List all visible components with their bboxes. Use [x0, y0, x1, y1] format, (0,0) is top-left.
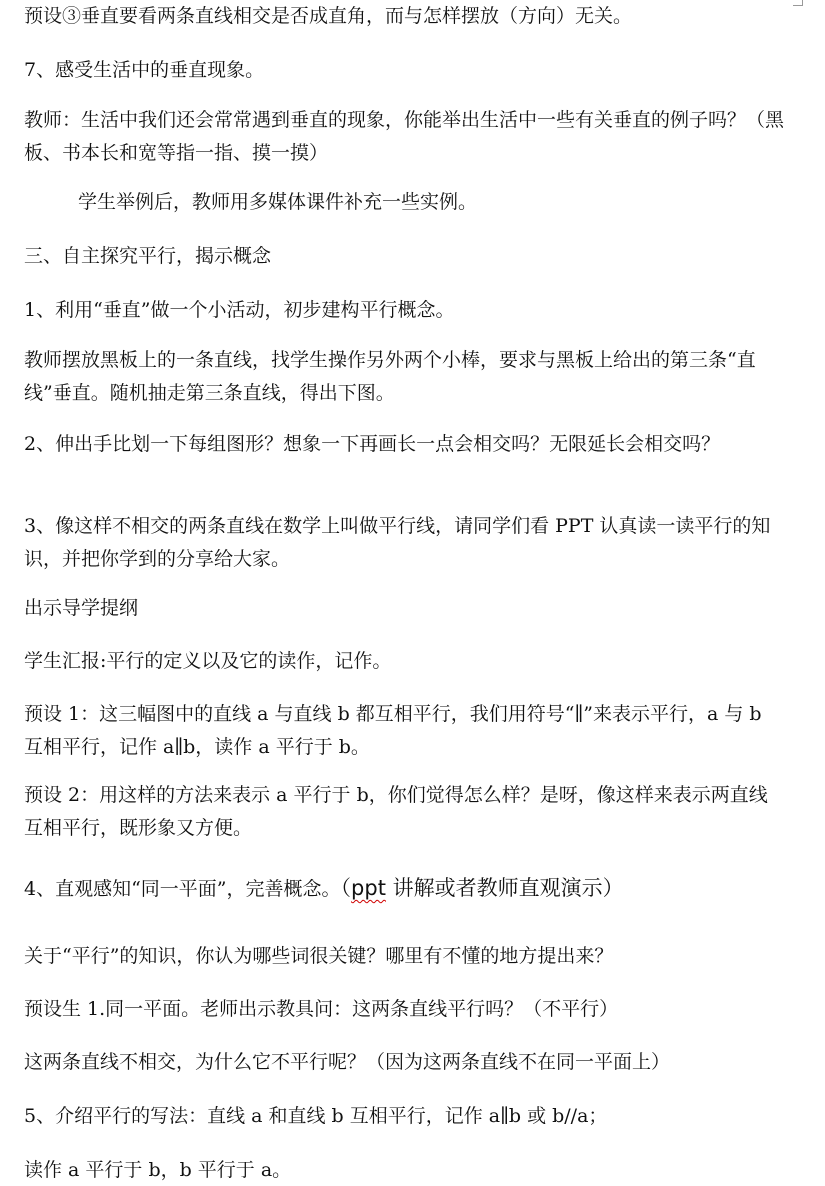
heading-step-7: 7、感受生活中的垂直现象。: [24, 59, 265, 81]
ppt-word: ppt: [351, 876, 386, 900]
paragraph-preset-2: 预设 2：用这样的方法来表示 a 平行于 b，你们觉得怎么样？是呀，像这样来表示两直线互相平行，既形象又方便。: [24, 784, 768, 839]
paragraph-student-report: 学生汇报:平行的定义以及它的读作，记作。: [24, 650, 392, 672]
paragraph-teacher-question: 教师：生活中我们还会常常遇到垂直的现象，你能举出生活中一些有关垂直的例子吗？（黑板、书本长和宽等指一指、摸一摸）: [24, 109, 785, 164]
heading-section-3: 三、自主探究平行，揭示概念: [24, 245, 272, 267]
heading-step-5: 5、介绍平行的写法：直线 a 和直线 b 互相平行，记作 a∥b 或 b//a；: [24, 1105, 608, 1127]
heading-step-1: 1、利用“垂直”做一个小活动，初步建构平行概念。: [24, 299, 455, 321]
paragraph-key-words: 关于“平行”的知识，你认为哪些词很关键？哪里有不懂的地方提出来？: [24, 945, 614, 967]
paragraph-not-parallel: 这两条直线不相交，为什么它不平行呢？（因为这两条直线不在同一平面上）: [24, 1051, 671, 1073]
heading-step-4: [24, 872, 784, 905]
paragraph-read-as: 读作 a 平行于 b，b 平行于 a。: [24, 1159, 292, 1181]
paragraph-teacher-activity: 教师摆放黑板上的一条直线，找学生操作另外两个小棒，要求与黑板上给出的第三条“直线”垂直。随机抽走第三条直线，得出下图。: [24, 349, 756, 404]
step-4-text: 4、直观感知“同一平面”，完善概念。: [24, 878, 341, 900]
step-4-note: 讲解或者教师直观演示）: [385, 876, 624, 900]
paragraph-outline: 出示导学提纲: [24, 597, 139, 619]
paragraph-preset-student-1: 预设生 1.同一平面。老师出示教具问：这两条直线平行吗？（不平行）: [24, 998, 619, 1020]
paragraph-step-3: 3、像这样不相交的两条直线在数学上叫做平行线，请同学们看 PPT 认真读一读平行的知识，并把你学到的分享给大家。: [24, 515, 771, 570]
margin-corner-mark: [793, 5, 803, 6]
paragraph-step-2: 2、伸出手比划一下每组图形？想象一下再画长一点会相交吗？无限延长会相交吗？: [24, 433, 721, 455]
paragraph-preset-1: 预设 1：这三幅图中的直线 a 与直线 b 都互相平行，我们用符号“∥”来表示平行，a 与 b 互相平行，记作 a∥b，读作 a 平行于 b。: [24, 703, 762, 758]
step-4-paren: （: [340, 876, 352, 900]
paragraph-student-examples: 学生举例后，教师用多媒体课件补充一些实例。: [78, 191, 478, 213]
paragraph-preset-3: 预设③垂直要看两条直线相交是否成直角，而与怎样摆放（方向）无关。: [24, 5, 633, 27]
